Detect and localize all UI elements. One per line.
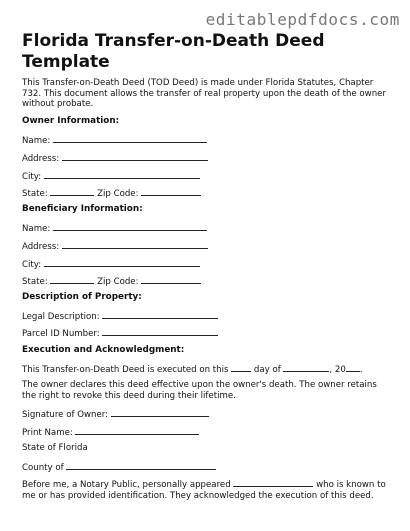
owner-name-row	[22, 134, 392, 147]
execution-year-field[interactable]	[346, 363, 360, 372]
owner-state-zip-row	[22, 187, 392, 200]
owner-city-row	[22, 170, 392, 183]
beneficiary-name-row	[22, 222, 392, 235]
notary-prefix: Before me, a Notary Public, personally appeared	[22, 480, 231, 490]
notary-name-field[interactable]	[233, 478, 313, 487]
county-field[interactable]	[66, 461, 216, 470]
document-title: Florida Transfer-on-Death Deed Template	[22, 31, 325, 72]
beneficiary-city-row	[22, 258, 392, 271]
property-heading: Description of Property:	[22, 292, 142, 302]
signature-field[interactable]	[111, 408, 209, 417]
parcel-id-field[interactable]	[102, 327, 218, 336]
effective-paragraph: The owner declares this deed effective upon the owner's death. The owner retains the right to revoke this deed during their lifetime.	[22, 380, 377, 401]
owner-city-label: City:	[22, 172, 42, 182]
intro-paragraph: This Transfer-on-Death Deed (TOD Deed) is made under Florida Statutes, Chapter 732. This document allows the transfer of real property upon the death of the owner without probate.	[22, 78, 386, 109]
site-watermark: editablepdfdocs.com	[205, 10, 400, 29]
owner-city-field[interactable]	[44, 170, 200, 179]
owner-state-field[interactable]	[50, 187, 94, 196]
legal-description-row	[22, 310, 392, 323]
execution-date-row	[22, 363, 392, 376]
notary-paragraph	[22, 478, 392, 501]
legal-description-label: Legal Description:	[22, 312, 100, 322]
beneficiary-zip-field[interactable]	[141, 275, 201, 284]
beneficiary-state-zip-row	[22, 275, 392, 288]
owner-address-label: Address:	[22, 154, 60, 164]
print-name-field[interactable]	[75, 426, 199, 435]
owner-state-label: State:	[22, 189, 48, 199]
legal-description-field[interactable]	[102, 310, 218, 319]
owner-address-field[interactable]	[62, 152, 208, 161]
beneficiary-name-field[interactable]	[53, 222, 207, 231]
beneficiary-state-label: State:	[22, 277, 48, 287]
beneficiary-city-field[interactable]	[44, 258, 200, 267]
owner-address-row	[22, 152, 392, 165]
signature-row	[22, 408, 392, 421]
county-row	[22, 461, 392, 474]
execution-day-field[interactable]	[231, 363, 251, 372]
execution-heading: Execution and Acknowledgment:	[22, 345, 185, 355]
beneficiary-state-field[interactable]	[50, 275, 94, 284]
signature-label: Signature of Owner:	[22, 410, 109, 420]
beneficiary-address-field[interactable]	[62, 240, 208, 249]
owner-heading: Owner Information:	[22, 116, 120, 126]
owner-zip-label: Zip Code:	[97, 189, 139, 199]
owner-name-label: Name:	[22, 136, 51, 146]
parcel-id-label: Parcel ID Number:	[22, 329, 100, 339]
beneficiary-address-label: Address:	[22, 242, 60, 252]
print-name-label: Print Name:	[22, 428, 73, 438]
owner-zip-field[interactable]	[141, 187, 201, 196]
state-of-florida: State of Florida	[22, 443, 88, 453]
beneficiary-heading: Beneficiary Information:	[22, 204, 143, 214]
beneficiary-zip-label: Zip Code:	[97, 277, 139, 287]
year-suffix: .	[359, 365, 363, 375]
beneficiary-city-label: City:	[22, 260, 42, 270]
execution-month-field[interactable]	[283, 363, 329, 372]
executed-prefix: This Transfer-on-Death Deed is executed on this	[22, 365, 229, 375]
day-of-label: day of	[253, 365, 281, 375]
year-prefix: , 20	[329, 365, 346, 375]
owner-name-field[interactable]	[53, 134, 207, 143]
beneficiary-address-row	[22, 240, 392, 253]
parcel-id-row	[22, 327, 392, 340]
beneficiary-name-label: Name:	[22, 224, 51, 234]
county-label: County of	[22, 463, 64, 473]
notary-suffix: who is known to me or has provided identification. They acknowledged the execution of this deed.	[22, 480, 386, 501]
print-name-row	[22, 426, 392, 439]
